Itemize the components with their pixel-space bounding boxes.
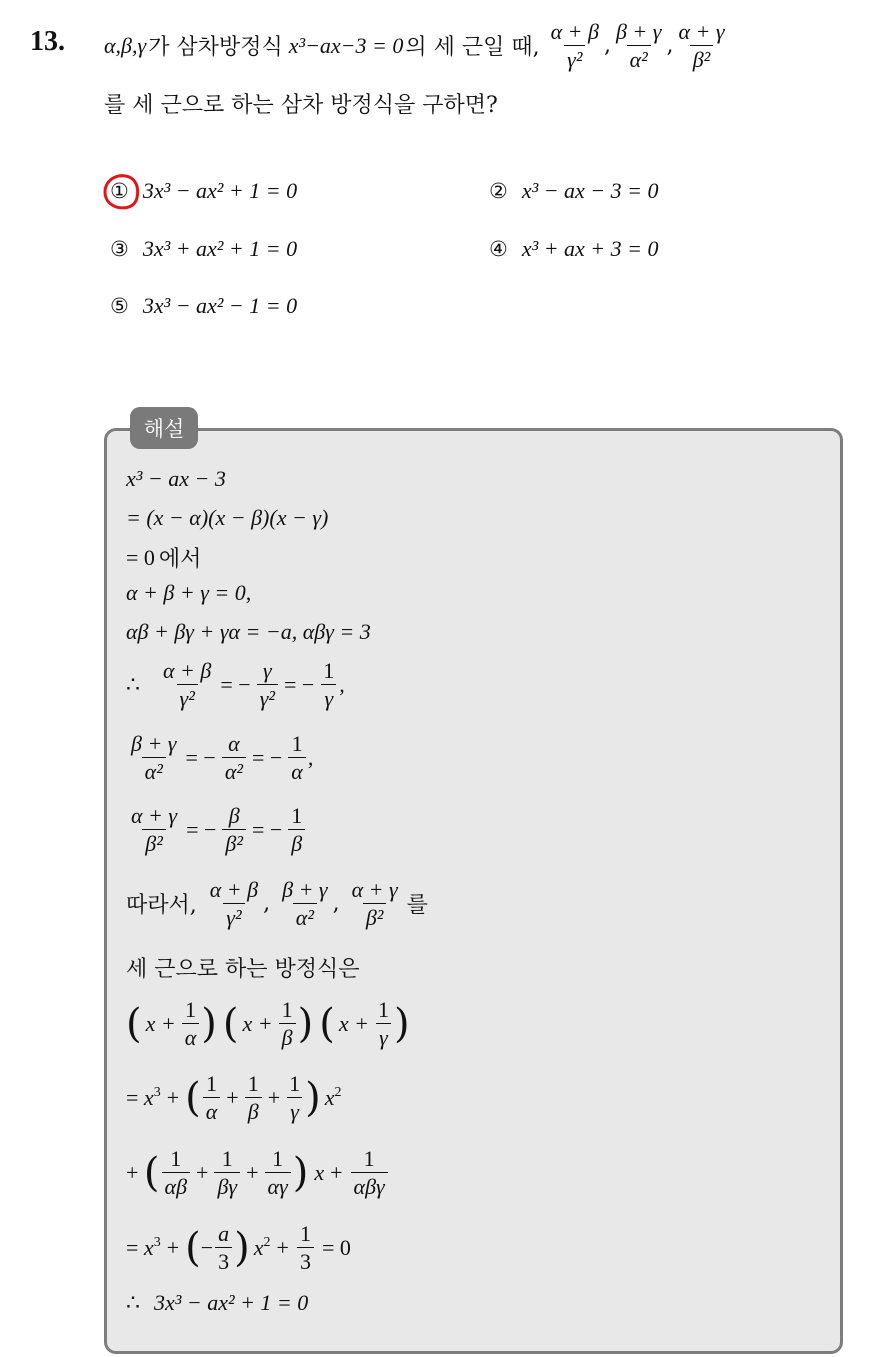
option-5-marker: ⑤ [110, 294, 129, 318]
option-5[interactable] [110, 293, 297, 319]
solution-expanded-line-3: = $x^3$ + ( − $\frac{a}{3}$ ) $x^2$ + $\frac{1}{3}$ = 0 [126, 1221, 351, 1275]
selected-answer-circle-icon [101, 172, 141, 212]
therefore-symbol: ∴ [126, 671, 140, 697]
solution-tag: 해설 [130, 407, 198, 449]
particle-text: 를 [406, 893, 428, 919]
stem-text-1: 가 삼차방정식 [148, 35, 283, 61]
solution-product-line: ( x + $\frac{1}{\alpha}$ ) ( x + $\frac{1}{\beta}$ ) ( x + $\frac{1}{\gamma}$ ) [126, 997, 410, 1051]
option-4-marker: ④ [489, 237, 508, 261]
option-4-text: x³ + ax + 3 = 0 [521, 236, 659, 261]
solution-line-3 [126, 542, 201, 573]
solution-expanded-line-2: + ( $\frac{1}{\alpha\beta}$ + $\frac{1}{\beta\gamma}$ + $\frac{1}{\alpha\gamma}$ ) x + $\frac{1}{\text{αβγ}}$ [126, 1147, 390, 1198]
cubic-equation: x³−ax−3 = 0 [288, 32, 404, 58]
option-4[interactable] [489, 236, 659, 262]
solution-fraction-line-3: $\frac{\alpha + \gamma}{\text{β²}}$ = − $\frac{\beta}{\text{β²}}$ = − $\frac{1}{\beta}$ [126, 804, 307, 855]
roots-text: α,β,γ [104, 32, 147, 58]
stem-fraction-3: $\frac{\alpha + \gamma}{\text{β²}}$ [678, 19, 725, 73]
solution-therefore-line: 따라서, $\frac{\alpha + \beta}{\text{γ²}}$ , $\frac{\beta + \gamma}{\text{α²}}$ , $\frac{\alpha + \gamma}{\text{β²}}$ 를 [126, 877, 428, 931]
option-3-marker: ③ [110, 237, 129, 261]
question-stem-line-2: 를 세 근으로 하는 삼차 방정식을 구하면? [104, 93, 498, 118]
stem-text-2: 의 세 근일 때, [405, 35, 540, 61]
solution-expanded-line-1: = $x^3$ + ( $\frac{1}{\alpha}$ + $\frac{1}{\beta}$ + $\frac{1}{\gamma}$ ) $x^2$ [126, 1071, 342, 1125]
option-3[interactable] [110, 236, 297, 262]
solution-fraction-line-1: ∴ $\frac{\alpha + \beta}{\text{γ²}}$ = − $\frac{\gamma}{\text{γ²}}$ = − $\frac{1}{\gamma}$ , [126, 658, 345, 712]
option-3-text: 3x³ + ax² + 1 = 0 [142, 236, 298, 261]
solution-line-2: = (x − α)(x − β)(x − γ) [126, 505, 329, 530]
option-2-marker: ② [489, 179, 508, 203]
stem-fraction-1: $\frac{\alpha + \beta}{\text{γ²}}$ [550, 19, 599, 73]
option-2-text: x³ − ax − 3 = 0 [521, 178, 659, 203]
final-equation: 3x³ − ax² + 1 = 0 [154, 1290, 309, 1315]
question-stem: α,β,γ 가 삼차방정식 x³−ax−3 = 0 의 세 근일 때, $\frac{\alpha + \beta}{\text{γ²}}$ , $\frac{\beta + \gamma}{\text{α²}}$ , $\frac{\alpha + \gamma}{\text{β²}}$ [104, 20, 730, 71]
option-1-marker: ① [110, 179, 129, 203]
solution-line-1: x³ − ax − 3 [126, 466, 226, 491]
solution-line-4: α + β + γ = 0, [126, 580, 252, 605]
therefore-text: 따라서, [126, 893, 197, 919]
equals-zero: = 0 [126, 544, 155, 570]
option-5-text: 3x³ − ax² − 1 = 0 [142, 293, 298, 318]
option-1-text: 3x³ − ax² + 1 = 0 [142, 178, 298, 203]
solution-roots-line: 세 근으로 하는 방정식은 [126, 957, 360, 982]
solution-fraction-line-2: $\frac{\beta + \gamma}{\text{α²}}$ = − $\frac{\alpha}{\text{α²}}$ = − $\frac{1}{\alpha}$ , [131, 731, 314, 785]
option-2[interactable] [489, 178, 659, 204]
stem-fraction-2: $\frac{\beta + \gamma}{\text{α²}}$ [615, 19, 662, 73]
solution-final-line: ∴ 3x³ − ax² + 1 = 0 [126, 1290, 309, 1315]
question-number: 13. [30, 26, 65, 57]
solution-line-5: αβ + βγ + γα = −a, αβγ = 3 [126, 619, 371, 644]
eseo-text: 에서 [158, 547, 202, 572]
